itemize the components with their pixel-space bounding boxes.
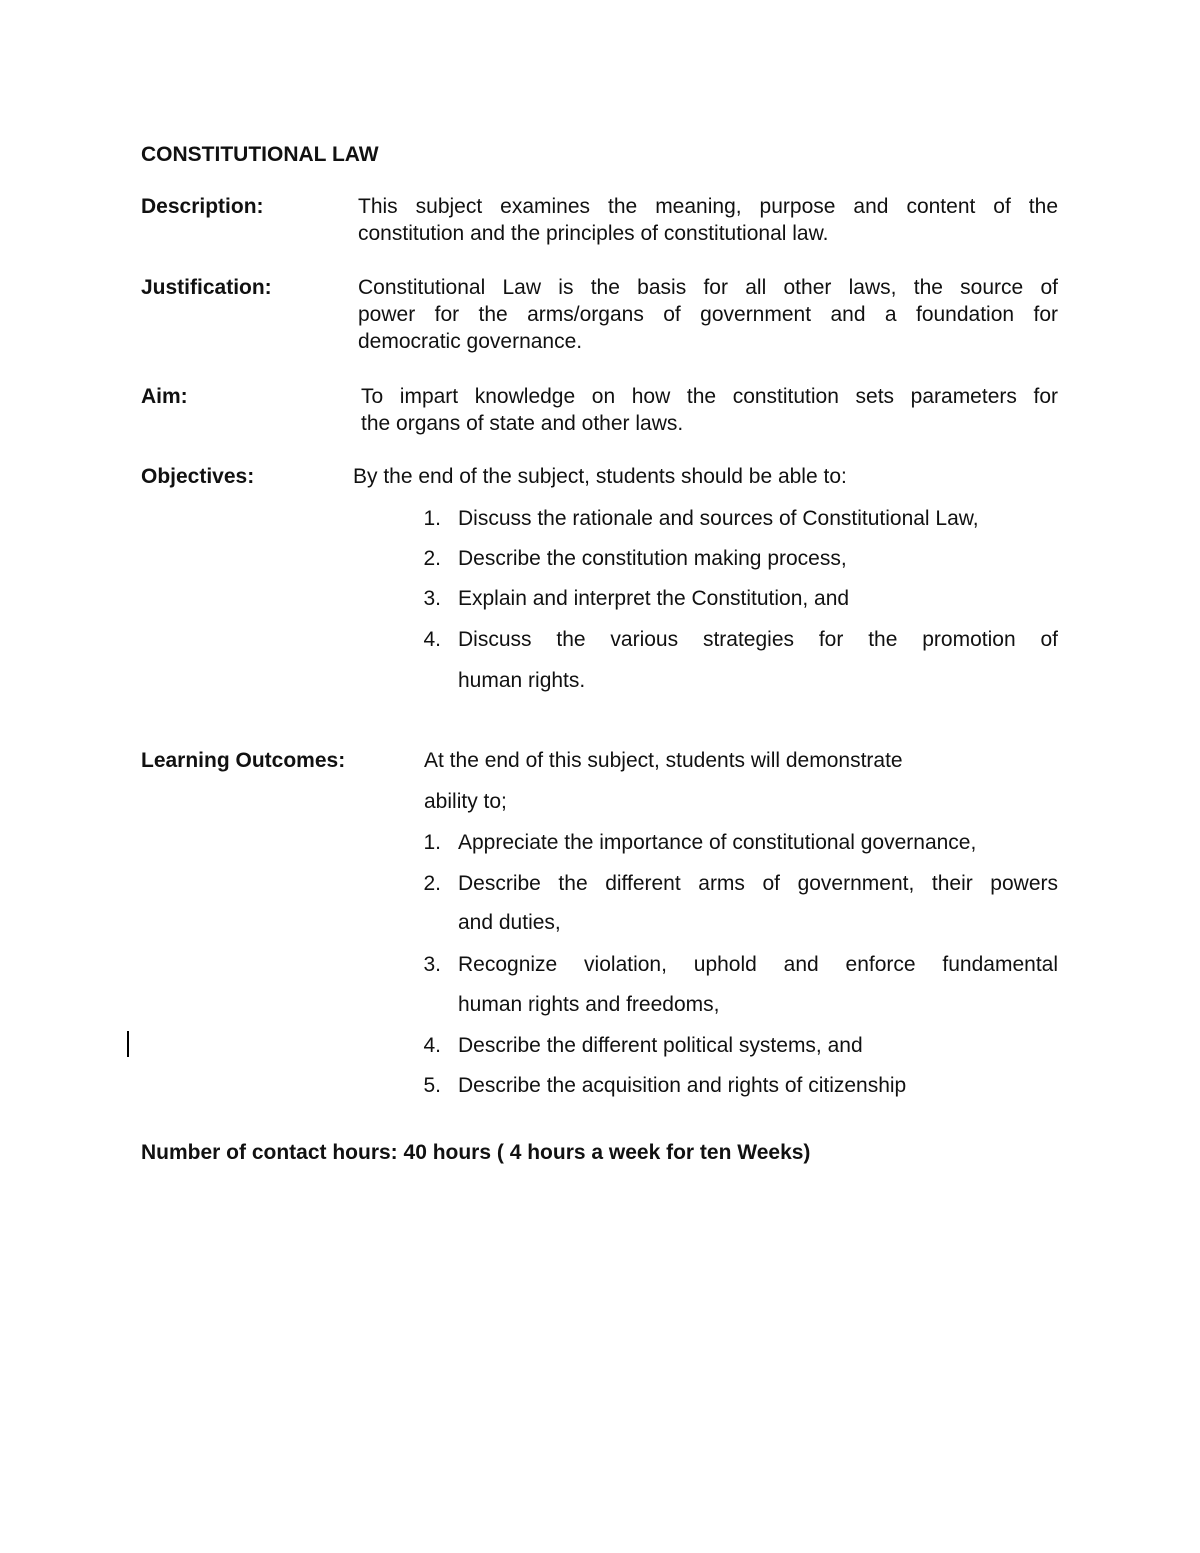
aim-label: Aim: [141, 385, 188, 408]
description-line-1: This subject examines the meaning, purpose and content of the [358, 195, 1058, 218]
justification-line-3: democratic governance. [358, 330, 583, 353]
learning-outcomes-intro-continuation: ability to; [424, 790, 507, 813]
outcome-number: 3. [423, 953, 441, 976]
objective-number: 3. [423, 587, 441, 610]
outcome-item: Describe the acquisition and rights of citizenship [458, 1074, 907, 1097]
outcome-item: Recognize violation, uphold and enforce fundamental [458, 953, 1058, 976]
aim-line-2: the organs of state and other laws. [361, 412, 684, 435]
page-title: CONSTITUTIONAL LAW [141, 143, 379, 166]
learning-outcomes-label: Learning Outcomes: [141, 749, 346, 772]
justification-line-1: Constitutional Law is the basis for all other laws, the source of [358, 276, 1058, 299]
objective-item-continuation: human rights. [458, 669, 586, 692]
objective-number: 4. [423, 628, 441, 651]
outcome-item-continuation: and duties, [458, 911, 561, 934]
learning-outcomes-intro: At the end of this subject, students will demonstrate [424, 749, 903, 772]
objective-item: Explain and interpret the Constitution, and [458, 587, 850, 610]
justification-label: Justification: [141, 276, 272, 299]
description-line-2: constitution and the principles of constitutional law. [358, 222, 829, 245]
outcome-number: 2. [423, 872, 441, 895]
objective-item: Discuss the rationale and sources of Constitutional Law, [458, 507, 979, 530]
outcome-item: Describe the different political systems, and [458, 1034, 863, 1057]
justification-line-2: power for the arms/organs of government and a foundation for [358, 303, 1058, 326]
aim-line-1: To impart knowledge on how the constitution sets parameters for [361, 385, 1058, 408]
outcome-number: 5. [423, 1074, 441, 1097]
outcome-item-continuation: human rights and freedoms, [458, 993, 720, 1016]
objective-number: 2. [423, 547, 441, 570]
objective-item: Describe the constitution making process, [458, 547, 847, 570]
text-cursor [127, 1031, 129, 1057]
objectives-intro: By the end of the subject, students should be able to: [353, 465, 847, 488]
objective-item: Discuss the various strategies for the promotion of [458, 628, 1058, 651]
objective-number: 1. [423, 507, 441, 530]
description-label: Description: [141, 195, 264, 218]
objectives-label: Objectives: [141, 465, 255, 488]
outcome-number: 4. [423, 1034, 441, 1057]
outcome-number: 1. [423, 831, 441, 854]
outcome-item: Appreciate the importance of constitutional governance, [458, 831, 977, 854]
contact-hours: Number of contact hours: 40 hours ( 4 hours a week for ten Weeks) [141, 1141, 811, 1164]
outcome-item: Describe the different arms of government, their powers [458, 872, 1058, 895]
